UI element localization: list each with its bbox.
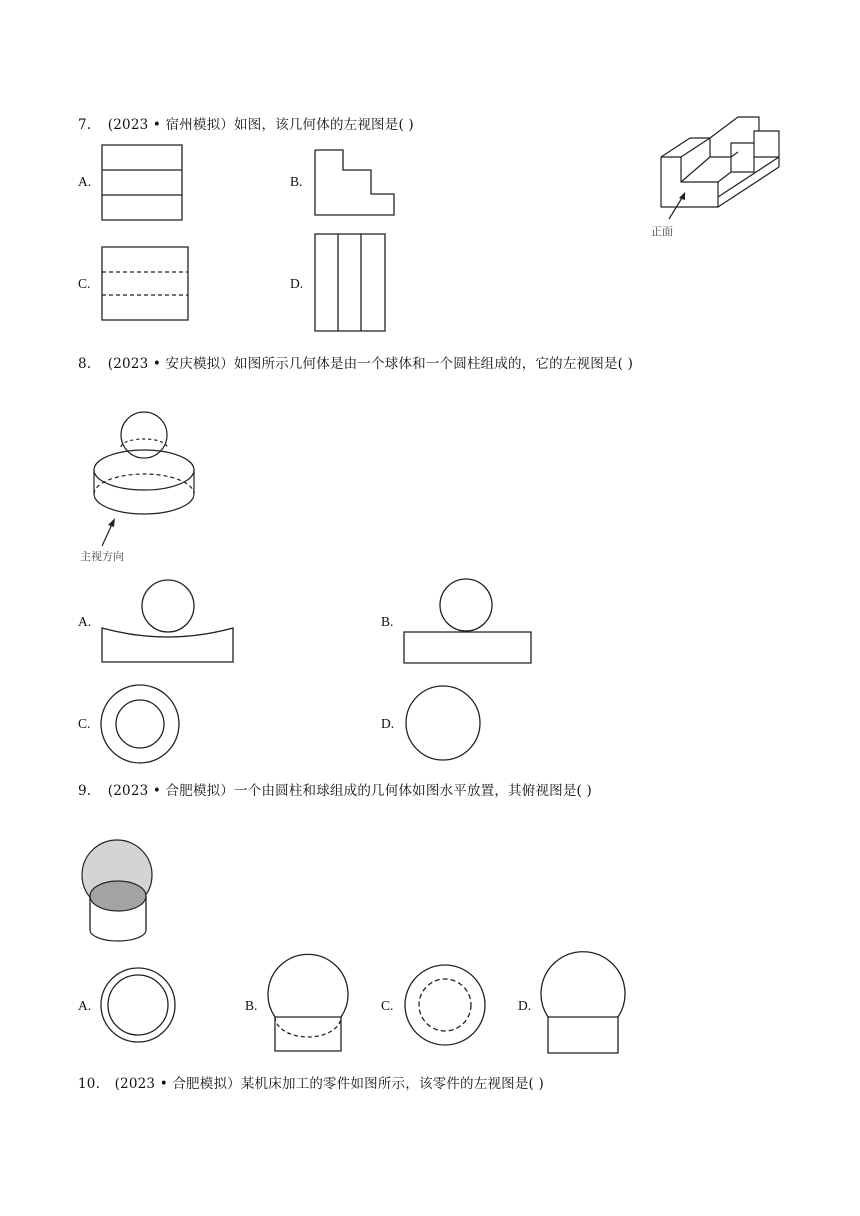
question-text: (2023 • 合肥模拟）一个由圆柱和球组成的几何体如图水平放置，其俯视图是( )	[107, 783, 592, 799]
question-text: (2023 • 安庆模拟）如图所示几何体是由一个球体和一个圆柱组成的，它的左视图是( )	[107, 356, 634, 372]
option-a-label: A.	[78, 614, 92, 629]
front-direction-caption: 正面	[651, 225, 673, 238]
option-d-label: D.	[381, 716, 395, 731]
sphere-cylinder-figure	[90, 410, 200, 550]
sphere-on-cylinder-figure	[80, 838, 156, 946]
option-d-label: D.	[518, 998, 532, 1013]
question-9	[78, 779, 592, 799]
option-a-label: A.	[78, 174, 92, 189]
view-direction-caption: 主视方向	[80, 550, 124, 563]
question-number: 10.	[78, 1076, 101, 1092]
option-d-label: D.	[290, 276, 304, 291]
option-d-figure	[404, 684, 484, 764]
option-b-label: B.	[381, 614, 394, 629]
option-d-figure	[314, 233, 386, 333]
option-a-figure	[100, 144, 184, 222]
option-c-figure	[403, 963, 487, 1047]
option-c-label: C.	[78, 276, 91, 291]
question-number: 8.	[78, 356, 92, 372]
option-a-label: A.	[78, 998, 92, 1013]
option-b-figure	[402, 578, 534, 666]
option-c-figure	[99, 683, 181, 765]
question-number: 9.	[78, 783, 92, 799]
question-text: (2023 • 合肥模拟）某机床加工的零件如图所示，该零件的左视图是( )	[114, 1076, 544, 1092]
option-c-figure	[100, 246, 190, 322]
question-8	[78, 352, 633, 372]
option-b-figure	[313, 148, 397, 218]
option-b-figure	[267, 956, 349, 1054]
option-b-label: B.	[290, 174, 303, 189]
option-a-figure	[99, 966, 177, 1044]
option-d-figure	[539, 955, 627, 1057]
question-7	[78, 113, 414, 133]
option-c-label: C.	[381, 998, 394, 1013]
option-b-label: B.	[245, 998, 258, 1013]
question-number: 7.	[78, 117, 92, 133]
option-c-label: C.	[78, 716, 91, 731]
staircase-figure	[655, 112, 785, 212]
option-a-figure	[100, 580, 236, 666]
question-10	[78, 1072, 544, 1092]
question-text: (2023 • 宿州模拟）如图，该几何体的左视图是( )	[107, 117, 414, 133]
